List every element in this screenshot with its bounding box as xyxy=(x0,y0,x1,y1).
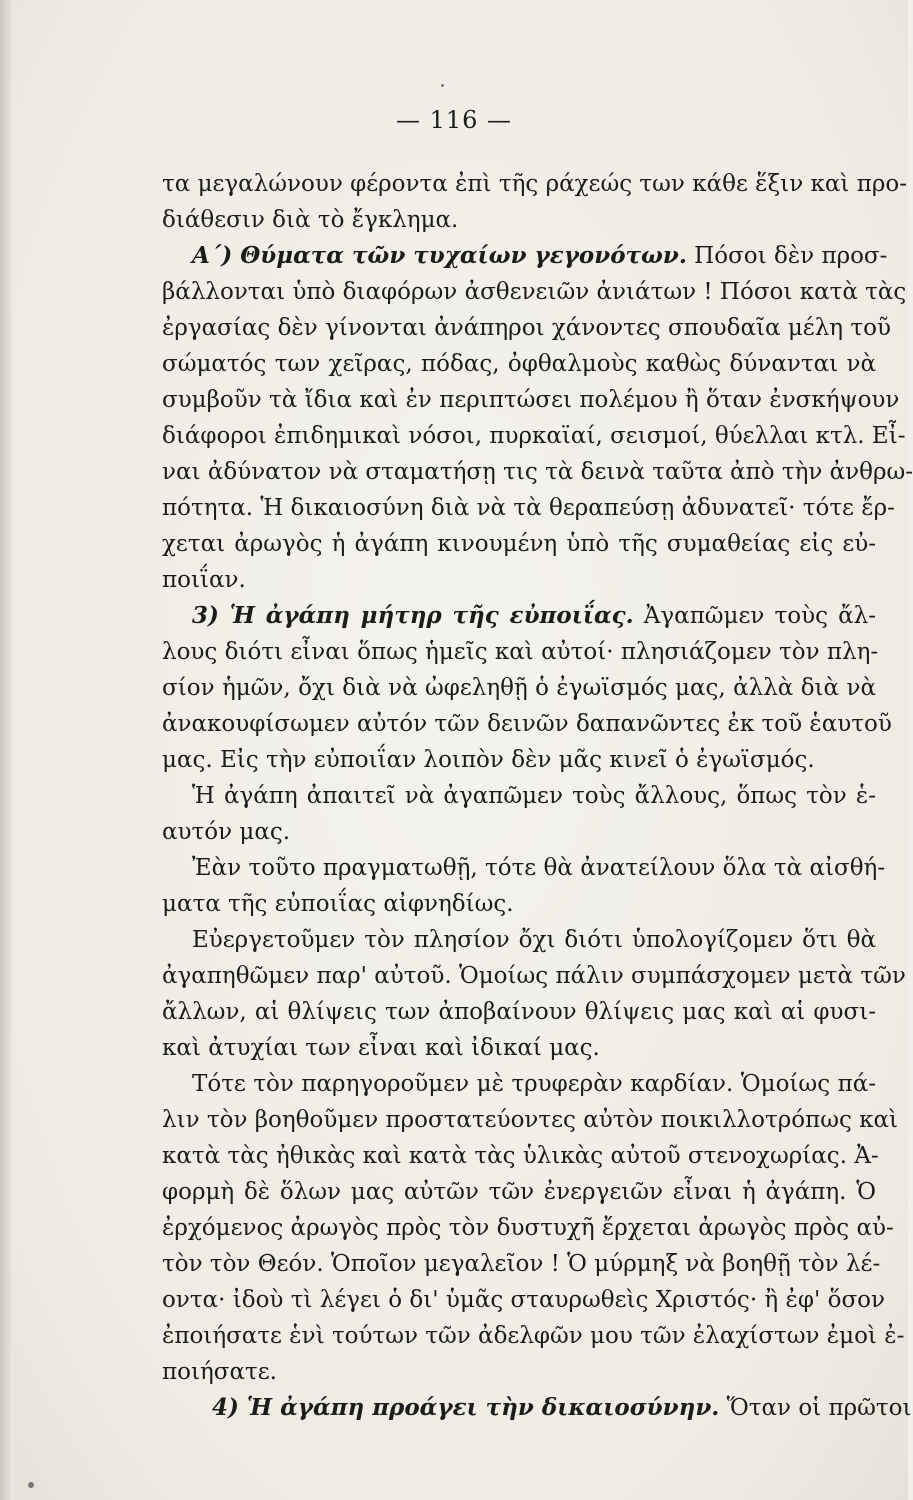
section-heading: Α΄) Θύματα τῶν τυχαίων γεγονότων. xyxy=(192,242,687,269)
text-line xyxy=(162,1138,879,1174)
line-text: Ὅταν οἱ πρῶτοι xyxy=(719,1395,912,1421)
line-text: μας. Εἰς τὴν εὐποιΐαν λοιπὸν δὲν μᾶς κινεῖ ὁ ἐγωϊσμός. xyxy=(162,747,815,773)
line-text: διάφοροι ἐπιδημικαὶ νόσοι, πυρκαϊαί, σεισμοί, θύελλαι κτλ. Εἶ- xyxy=(162,423,906,449)
text-line xyxy=(162,742,876,778)
line-text: Ἀγαπῶμεν τοὺς ἄλ- xyxy=(633,603,876,629)
section-heading-line xyxy=(162,238,888,274)
text-line xyxy=(162,490,895,526)
line-text: ἀνακουφίσωμεν αὐτόν τῶν δεινῶν δαπανῶντες ἐκ τοῦ ἑαυτοῦ xyxy=(162,711,892,737)
page-number: — 116 — xyxy=(395,106,513,134)
text-line xyxy=(162,1210,894,1246)
text-line xyxy=(162,454,913,490)
line-text: οντα· ἰδοὺ τὶ λέγει ὁ δι' ὑμᾶς σταυρωθεὶς Χριστός· ἢ ἐφ' ὅσον xyxy=(162,1287,885,1313)
line-text: Ἡ ἀγάπη ἀπαιτεῖ νὰ ἀγαπῶμεν τοὺς ἄλλους, ὅπως τὸν ἑ- xyxy=(192,783,876,809)
text-line xyxy=(162,1282,885,1318)
line-text: καὶ ἀτυχίαι των εἶναι καὶ ἰδικαί μας. xyxy=(162,1035,600,1061)
text-line xyxy=(162,346,876,382)
section-heading: 3) Ἡ ἀγάπη μήτηρ τῆς εὐποιΐας. xyxy=(192,602,634,629)
line-text: ποιΐαν. xyxy=(162,567,246,593)
text-line xyxy=(162,1354,876,1390)
line-text: λους διότι εἶναι ὅπως ἡμεῖς καὶ αὐτοί· πλησιάζομεν τὸν πλη- xyxy=(162,639,879,665)
text-line xyxy=(162,634,879,670)
line-text: Πόσοι δὲν προσ- xyxy=(686,243,888,269)
paper-speck xyxy=(28,1482,34,1488)
text-line xyxy=(162,310,891,346)
page-binding-shadow xyxy=(0,0,14,1500)
text-line xyxy=(162,886,876,922)
text-line xyxy=(162,670,876,706)
line-text: ἀγαπηθῶμεν παρ' αὐτοῦ. Ὁμοίως πάλιν συμπάσχομεν μετὰ τῶν xyxy=(162,963,906,989)
text-line xyxy=(162,382,900,418)
line-text: τα μεγαλώνουν φέροντα ἐπὶ τῆς ράχεώς των κάθε ἕξιν καὶ προ- xyxy=(162,171,907,197)
text-line xyxy=(162,850,886,886)
line-text: κατὰ τὰς ἠθικὰς καὶ κατὰ τὰς ὑλικὰς αὐτοῦ στενοχωρίας. Ἀ- xyxy=(162,1143,879,1169)
line-text: σίον ἡμῶν, ὄχι διὰ νὰ ὠφεληθῇ ὁ ἐγωϊσμός μας, ἀλλὰ διὰ νὰ xyxy=(162,675,876,701)
section-heading-line xyxy=(162,1390,912,1426)
text-line xyxy=(162,1102,899,1138)
text-line xyxy=(162,202,876,238)
line-text: Ἐὰν τοῦτο πραγματωθῇ, τότε θὰ ἀνατείλουν ὅλα τὰ αἰσθή- xyxy=(192,855,886,881)
line-text: Εὐεργετοῦμεν τὸν πλησίον ὄχι διότι ὑπολογίζομεν ὅτι θὰ xyxy=(192,927,876,953)
line-text: λιν τὸν βοηθοῦμεν προστατεύοντες αὐτὸν ποικιλλοτρόπως καὶ xyxy=(162,1107,899,1133)
text-line xyxy=(162,1030,876,1066)
text-line xyxy=(162,1066,876,1102)
line-text: διάθεσιν διὰ τὸ ἔγκλημα. xyxy=(162,207,459,233)
section-heading: 4) Ἡ ἀγάπη προάγει τὴν δικαιοσύνην. xyxy=(212,1394,720,1421)
paper-speck xyxy=(441,84,444,87)
text-line xyxy=(162,166,907,202)
text-line xyxy=(162,922,876,958)
text-line xyxy=(162,994,876,1030)
text-line xyxy=(162,274,907,310)
line-text: βάλλονται ὑπὸ διαφόρων ἀσθενειῶν ἀνιάτων ! Πόσοι κατὰ τὰς xyxy=(162,279,907,305)
text-line xyxy=(162,778,876,814)
line-text: φορμὴ δὲ ὅλων μας αὐτῶν τῶν ἐνεργειῶν εἶναι ἡ ἀγάπη. Ὁ xyxy=(162,1179,876,1205)
line-text: Τότε τὸν παρηγοροῦμεν μὲ τρυφερὰν καρδίαν. Ὁμοίως πά- xyxy=(192,1071,876,1097)
line-text: τὸν τὸν Θεόν. Ὁποῖον μεγαλεῖον ! Ὁ μύρμηξ νὰ βοηθῇ τὸν λέ- xyxy=(162,1251,881,1277)
text-line xyxy=(162,418,906,454)
text-line xyxy=(162,958,906,994)
line-text: ποιήσατε. xyxy=(162,1359,277,1385)
line-text: ἄλλων, αἱ θλίψεις των ἀποβαίνουν θλίψεις μας καὶ αἱ φυσι- xyxy=(162,999,876,1025)
line-text: ματα τῆς εὐποιΐας αἰφνηδίως. xyxy=(162,891,514,917)
line-text: συμβοῦν τὰ ἴδια καὶ ἐν περιπτώσει πολέμου ἢ ὅταν ἐνσκήψουν xyxy=(162,387,900,413)
line-text: αυτόν μας. xyxy=(162,819,291,845)
text-line xyxy=(162,1246,881,1282)
line-text: πότητα. Ἡ δικαιοσύνη διὰ νὰ τὰ θεραπεύσῃ ἀδυνατεῖ· τότε ἔρ- xyxy=(162,495,895,521)
text-line xyxy=(162,562,876,598)
line-text: ἐργασίας δὲν γίνονται ἀνάπηροι χάνοντες σπουδαῖα μέλη τοῦ xyxy=(162,315,891,341)
line-text: ναι ἀδύνατον νὰ σταματήσῃ τις τὰ δεινὰ ταῦτα ἀπὸ τὴν ἀνθρω- xyxy=(162,459,913,485)
text-line xyxy=(162,706,892,742)
line-text: σώματός των χεῖρας, πόδας, ὀφθαλμοὺς καθὼς δύνανται νὰ xyxy=(162,351,876,377)
line-text: χεται ἀρωγὸς ἡ ἀγάπη κινουμένη ὑπὸ τῆς συμαθείας εἰς εὐ- xyxy=(162,531,876,557)
line-text: ἐποιήσατε ἑνὶ τούτων τῶν ἀδελφῶν μου τῶν ἐλαχίστων ἐμοὶ ἐ- xyxy=(162,1323,905,1349)
section-heading-line xyxy=(162,598,876,634)
line-text: ἐρχόμενος ἀρωγὸς πρὸς τὸν δυστυχῆ ἔρχεται ἀρωγὸς πρὸς αὐ- xyxy=(162,1215,894,1241)
text-line xyxy=(162,1318,905,1354)
text-line xyxy=(162,526,876,562)
text-line xyxy=(162,814,876,850)
text-line xyxy=(162,1174,876,1210)
